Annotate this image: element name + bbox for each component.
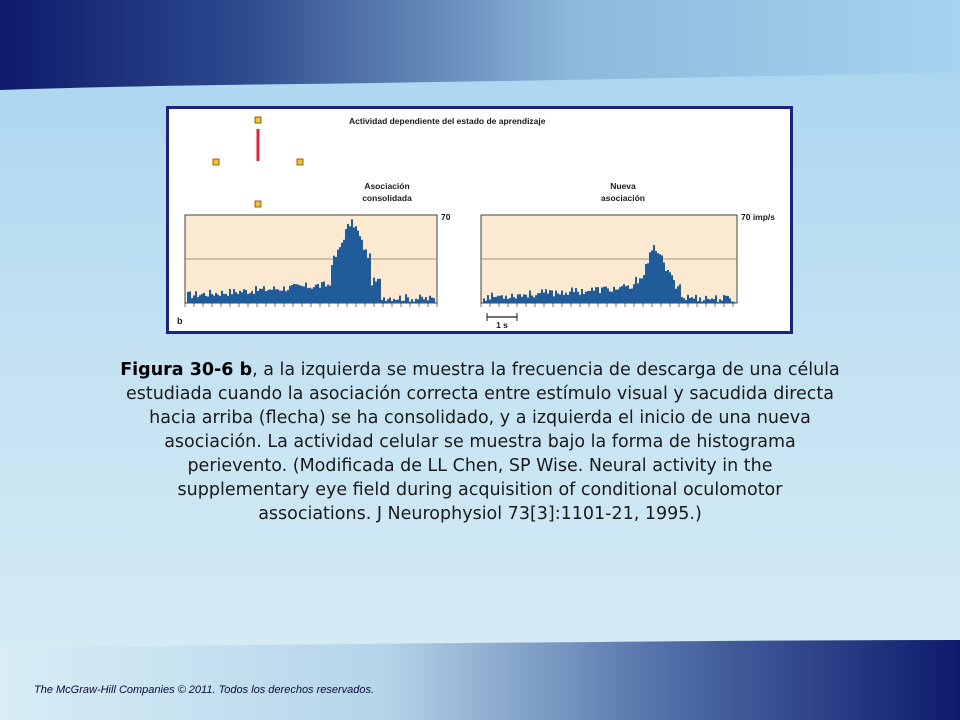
- panel-letter: b: [177, 316, 183, 326]
- figure-caption: [120, 358, 840, 526]
- left-scale-label: 70: [441, 212, 451, 222]
- caption-body: , a la izquierda se muestra la frecuencia de descarga de una célula estudiada cuando la asociación correcta entre estímulo visual y sacudida directa hacia arriba (flecha) se ha consolidado, y a izquierda el inicio de una nueva asociación. La actividad celular se muestra bajo la forma de histograma perievento. (Modificada de LL Chen, SP Wise. Neural activity in the supplementary eye field during acquisition of conditional oculomotor associations. J Neurophysiol 73[3]:1101-21, 1995.): [125, 360, 840, 524]
- figure-frame: [166, 106, 793, 334]
- time-scale-label: 1 s: [496, 320, 508, 330]
- target-bottom: [255, 201, 261, 207]
- header-band: [0, 0, 960, 90]
- figure-title: Actividad dependiente del estado de aprendizaje: [349, 116, 546, 126]
- left-panel-label-2: consolidada: [362, 193, 412, 203]
- right-scale-label: 70 imp/s: [741, 212, 776, 222]
- left-panel-label-1: Asociación: [364, 181, 410, 191]
- target-right: [297, 159, 303, 165]
- target-left: [213, 159, 219, 165]
- caption-lead: Figura 30-6 b: [120, 360, 253, 380]
- time-axis-ticks: [185, 303, 733, 307]
- figure-image: [169, 109, 790, 331]
- saccade-arrow: [257, 129, 260, 161]
- footer-band: [0, 640, 960, 720]
- right-panel-label-2: asociación: [601, 193, 645, 203]
- right-panel-label-1: Nueva: [610, 181, 636, 191]
- copyright-footer: The McGraw-Hill Companies © 2011. Todos los derechos reservados.: [34, 684, 375, 696]
- target-top: [255, 117, 261, 123]
